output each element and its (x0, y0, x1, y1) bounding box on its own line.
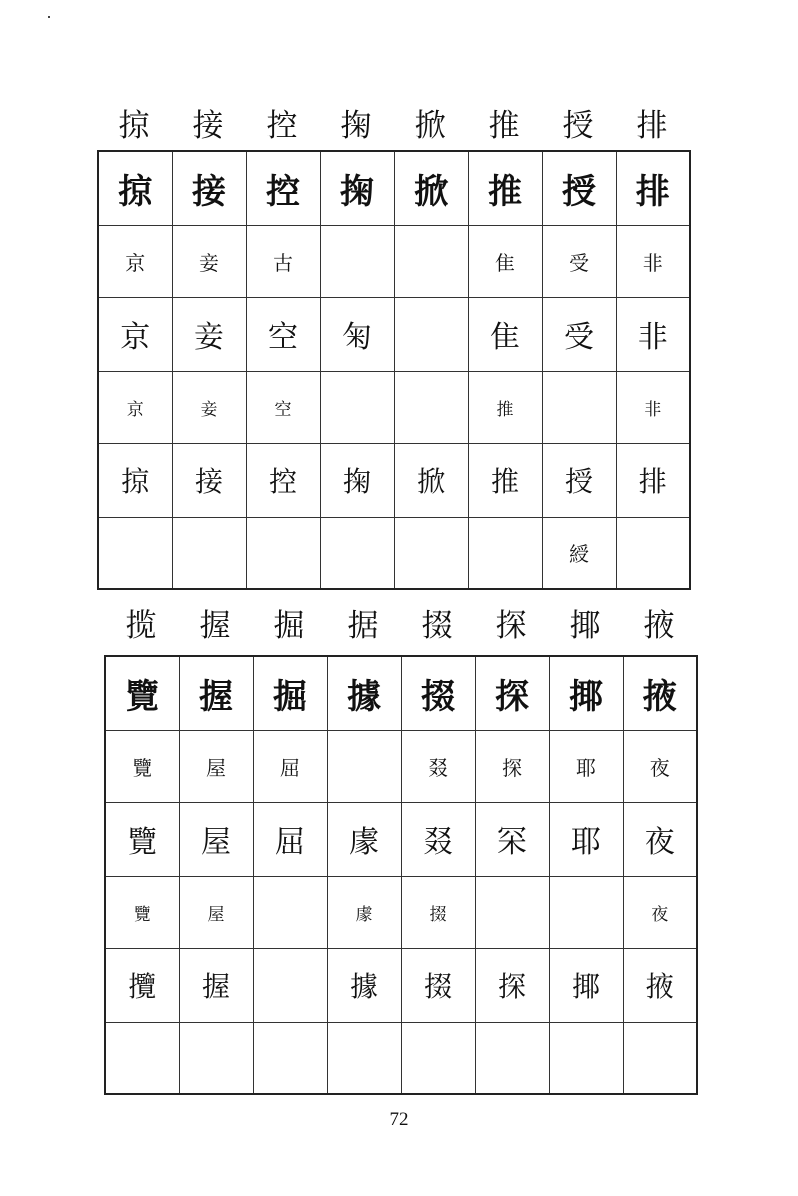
glyph-cell (320, 371, 394, 443)
glyph-cell (320, 517, 394, 589)
header-character: 揶 (569, 608, 601, 644)
glyph-cell: 匊 (320, 297, 394, 371)
glyph-cell: 探 (475, 656, 549, 730)
table-row (105, 948, 697, 1022)
glyph-cell (475, 876, 549, 948)
glyph-cell: 掇 (401, 656, 475, 730)
glyph-cell: 握 (179, 948, 253, 1022)
glyph-cell (253, 948, 327, 1022)
header-character: 掇 (421, 608, 453, 644)
table-row (98, 297, 690, 371)
glyph-cell (253, 1022, 327, 1094)
glyph-cell: 夜 (623, 802, 697, 876)
table-row (105, 730, 697, 802)
header-character: 掬 (340, 108, 372, 144)
header-character: 掘 (273, 608, 305, 644)
glyph-cell: 覽 (105, 802, 179, 876)
header-character: 掀 (414, 108, 446, 144)
glyph-cell: 妾 (172, 225, 246, 297)
glyph-cell: 豦 (327, 802, 401, 876)
glyph-cell: 控 (246, 151, 320, 225)
table-row (98, 151, 690, 225)
glyph-cell: 屈 (253, 730, 327, 802)
glyph-cell: 罙 (475, 802, 549, 876)
glyph-cell: 掇 (401, 876, 475, 948)
glyph-cell: 排 (616, 443, 690, 517)
glyph-cell (616, 517, 690, 589)
glyph-cell: 空 (246, 297, 320, 371)
glyph-cell: 推 (468, 151, 542, 225)
glyph-cell: 屋 (179, 802, 253, 876)
header-character: 控 (266, 108, 298, 144)
glyph-cell (394, 517, 468, 589)
scan-speck (48, 16, 50, 18)
glyph-cell: 京 (98, 371, 172, 443)
glyph-cell (246, 517, 320, 589)
glyph-cell: 受 (542, 297, 616, 371)
glyph-cell: 古 (246, 225, 320, 297)
glyph-cell: 耶 (549, 730, 623, 802)
glyph-cell: 接 (172, 151, 246, 225)
glyph-cell (549, 876, 623, 948)
glyph-cell: 覽 (105, 876, 179, 948)
table-row (98, 371, 690, 443)
header-character: 推 (488, 108, 520, 144)
header-character: 掠 (118, 108, 150, 144)
glyph-cell: 屋 (179, 876, 253, 948)
table-row (105, 802, 697, 876)
glyph-cell: 掖 (623, 656, 697, 730)
glyph-cell (394, 371, 468, 443)
table-row (98, 517, 690, 589)
glyph-cell: 控 (246, 443, 320, 517)
glyph-cell: 推 (468, 443, 542, 517)
glyph-cell (327, 730, 401, 802)
glyph-cell (394, 297, 468, 371)
glyph-cell: 掠 (98, 151, 172, 225)
header-character: 排 (636, 108, 668, 144)
header-character: 据 (347, 608, 379, 644)
glyph-cell: 接 (172, 443, 246, 517)
glyph-cell: 排 (616, 151, 690, 225)
table-row (105, 656, 697, 730)
glyph-cell: 覽 (105, 730, 179, 802)
glyph-cell: 非 (616, 297, 690, 371)
glyph-cell (401, 1022, 475, 1094)
glyph-cell: 掠 (98, 443, 172, 517)
glyph-cell: 妾 (172, 297, 246, 371)
glyph-cell: 妾 (172, 371, 246, 443)
header-character: 揽 (125, 608, 157, 644)
glyph-cell: 叕 (401, 730, 475, 802)
glyph-cell: 叕 (401, 802, 475, 876)
table-row (105, 1022, 697, 1094)
table-row (98, 225, 690, 297)
table-row (98, 443, 690, 517)
glyph-cell: 受 (542, 225, 616, 297)
glyph-cell (549, 1022, 623, 1094)
glyph-cell: 非 (616, 225, 690, 297)
glyph-cell: 空 (246, 371, 320, 443)
glyph-cell: 綬 (542, 517, 616, 589)
glyph-cell: 攬 (105, 948, 179, 1022)
glyph-cell: 京 (98, 297, 172, 371)
glyph-cell: 掖 (623, 948, 697, 1022)
glyph-cell: 掇 (401, 948, 475, 1022)
glyph-cell: 掀 (394, 443, 468, 517)
glyph-cell: 夜 (623, 730, 697, 802)
glyph-cell (623, 1022, 697, 1094)
glyph-cell: 探 (475, 948, 549, 1022)
glyph-cell: 隹 (468, 297, 542, 371)
glyph-cell (320, 225, 394, 297)
glyph-cell (475, 1022, 549, 1094)
glyph-cell: 耶 (549, 802, 623, 876)
glyph-cell: 探 (475, 730, 549, 802)
page-number: 72 (389, 1109, 409, 1130)
character-table-section-2 (104, 655, 698, 1095)
glyph-cell (179, 1022, 253, 1094)
header-row-section-2 (104, 608, 696, 644)
glyph-cell (327, 1022, 401, 1094)
glyph-cell: 據 (327, 656, 401, 730)
header-character: 探 (495, 608, 527, 644)
glyph-cell (172, 517, 246, 589)
glyph-cell: 屈 (253, 802, 327, 876)
glyph-cell: 推 (468, 371, 542, 443)
glyph-cell (542, 371, 616, 443)
glyph-cell: 揶 (549, 656, 623, 730)
header-character: 授 (562, 108, 594, 144)
glyph-cell (105, 1022, 179, 1094)
glyph-cell: 夜 (623, 876, 697, 948)
glyph-cell (394, 225, 468, 297)
glyph-cell: 據 (327, 948, 401, 1022)
glyph-cell (468, 517, 542, 589)
glyph-cell (253, 876, 327, 948)
glyph-cell: 授 (542, 443, 616, 517)
glyph-cell: 掀 (394, 151, 468, 225)
character-table-section-1 (97, 150, 691, 590)
glyph-cell (98, 517, 172, 589)
glyph-cell: 授 (542, 151, 616, 225)
table-row (105, 876, 697, 948)
glyph-cell: 隹 (468, 225, 542, 297)
glyph-cell: 掬 (320, 443, 394, 517)
header-character: 掖 (643, 608, 675, 644)
glyph-cell: 掘 (253, 656, 327, 730)
glyph-cell: 屋 (179, 730, 253, 802)
glyph-cell: 豦 (327, 876, 401, 948)
header-row-section-1 (97, 108, 689, 144)
glyph-cell: 覽 (105, 656, 179, 730)
glyph-cell: 京 (98, 225, 172, 297)
glyph-cell: 握 (179, 656, 253, 730)
glyph-cell: 非 (616, 371, 690, 443)
header-character: 握 (199, 608, 231, 644)
header-character: 接 (192, 108, 224, 144)
glyph-cell: 掬 (320, 151, 394, 225)
glyph-cell: 揶 (549, 948, 623, 1022)
